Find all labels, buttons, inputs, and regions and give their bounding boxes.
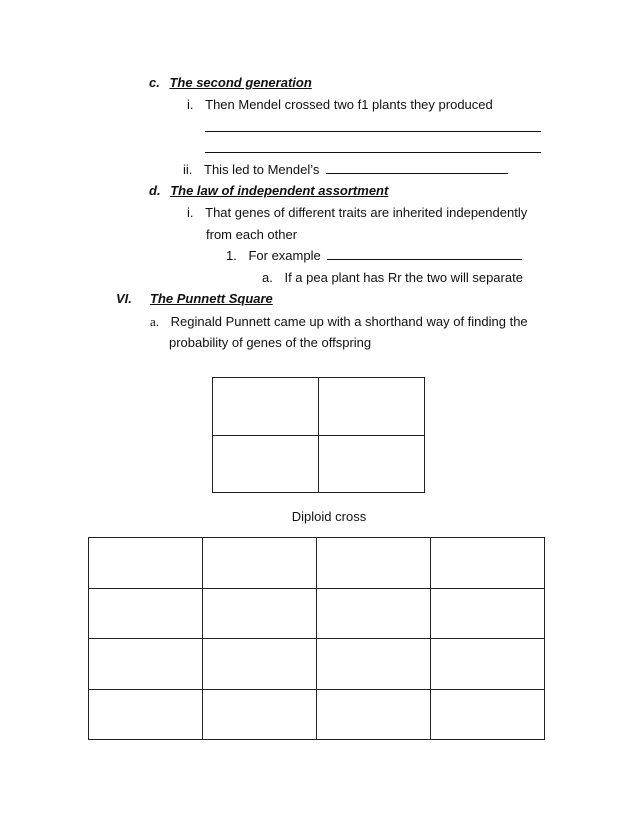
punnett-cell[interactable] (317, 639, 431, 690)
item-marker: 1. (226, 248, 237, 263)
punnett-cell[interactable] (431, 639, 545, 690)
punnett-cell[interactable] (431, 689, 545, 740)
section-vi-marker: VI. (116, 291, 132, 306)
item-text: That genes of different traits are inherited independently (205, 205, 528, 220)
punnett-cell[interactable] (431, 588, 545, 639)
punnett-cell[interactable] (317, 538, 431, 589)
punnett-cell[interactable] (203, 689, 317, 740)
punnett-cell[interactable] (203, 588, 317, 639)
section-vi-item-a (150, 314, 528, 330)
item-marker: i. (187, 205, 194, 220)
punnett-cell[interactable] (203, 639, 317, 690)
item-text: Reginald Punnett came up with a shorthand way of finding the (170, 314, 528, 329)
table-caption: Diploid cross (291, 509, 367, 524)
punnett-cell[interactable] (319, 378, 425, 436)
item-text: This led to Mendel’s (204, 162, 320, 177)
punnett-cell[interactable] (317, 689, 431, 740)
section-c-title: The second generation (169, 75, 312, 90)
section-d-sub-1 (226, 248, 522, 263)
answer-line (205, 131, 541, 132)
punnett-cell[interactable] (213, 378, 319, 436)
section-d-heading (149, 183, 388, 198)
item-marker: a. (262, 270, 273, 285)
answer-blank (327, 258, 522, 260)
answer-line (205, 152, 541, 153)
item-text: If a pea plant has Rr the two will separate (284, 270, 523, 285)
section-d-title: The law of independent assortment (170, 183, 389, 198)
punnett-cell[interactable] (317, 588, 431, 639)
section-c-marker: c. (149, 75, 160, 90)
section-vi-title: The Punnett Square (150, 291, 273, 306)
punnett-cell[interactable] (319, 435, 425, 493)
item-marker: ii. (183, 162, 193, 177)
punnett-cell[interactable] (203, 538, 317, 589)
punnett-cell[interactable] (89, 588, 203, 639)
punnett-cell[interactable] (89, 639, 203, 690)
item-marker: i. (187, 97, 194, 112)
section-vi-item-a-line2: probability of genes of the offspring (169, 335, 372, 350)
punnett-cell[interactable] (431, 538, 545, 589)
section-c-item-ii (183, 162, 508, 177)
section-d-marker: d. (149, 183, 161, 198)
punnett-cell[interactable] (89, 689, 203, 740)
item-marker: a. (150, 314, 160, 329)
section-c-heading (149, 75, 312, 90)
section-d-item-i (187, 205, 527, 220)
section-c-item-i (187, 97, 493, 112)
punnett-cell[interactable] (89, 538, 203, 589)
punnett-square-4x4 (88, 537, 545, 740)
section-d-sub-a (262, 270, 523, 285)
item-text: For example (248, 248, 321, 263)
item-text: Then Mendel crossed two f1 plants they produced (205, 97, 493, 112)
answer-blank (326, 172, 508, 174)
section-d-item-i-line2: from each other (206, 227, 298, 242)
punnett-cell[interactable] (213, 435, 319, 493)
punnett-square-2x2 (212, 377, 425, 493)
